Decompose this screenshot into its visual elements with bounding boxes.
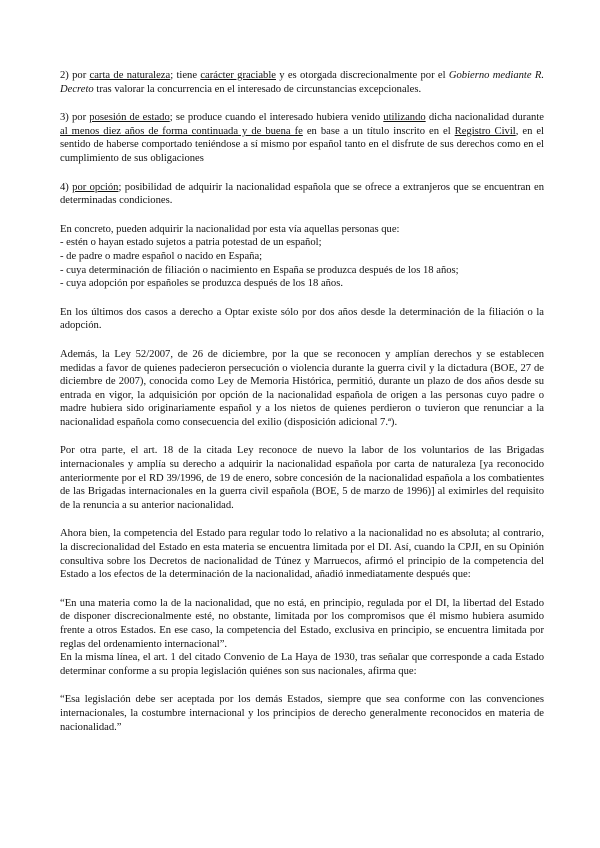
text: y es otorgada discrecionalmente por el [275, 70, 449, 81]
underlined-term: por opción [72, 181, 119, 193]
paragraph-posesion-estado [60, 111, 544, 165]
paragraph-ley-memoria-historica: Además, la Ley 52/2007, de 26 de diciembre, por la que se reconocen y amplían derechos y se establecen medidas a favor de quienes padecieron persecución o violencia durante la guerra civil y la dictadura (BOE, 27 de diciembre de 2007), conocida como Ley de Memoria Histórica, permitió, durante un plazo de dos años desde su entrada en vigor, la adquisición por opción de la nacionalidad española de origen a las personas cuyo padre o madre hubiera sido originariamente español y a los nietos de quienes perdieron o tuvieron que renunciar a la nacionalidad española como consecuencia del exilio (disposición adicional 7.ª). [60, 348, 544, 428]
paragraph-carta-naturaleza [60, 69, 544, 96]
text: dicha nacionalidad durante [425, 112, 544, 124]
underlined-term: utilizando [383, 112, 426, 124]
text: en base a un título inscrito en el [302, 125, 455, 137]
text: ; se produce cuando el interesado hubiera venido [169, 112, 384, 124]
text: , en el sentido de haberse comportado teniéndose a sí mismo por español tanto en el disfrute de sus derechos como en el cumplimiento de sus obligaciones [60, 125, 545, 164]
text: tras valorar la concurrencia en el interesado de circunstancias excepcionales. [93, 83, 422, 95]
list-intro: En concreto, pueden adquirir la nacionalidad por esta vía aquellas personas que: [60, 223, 400, 235]
italic-term: Gobierno mediante R. Decreto [60, 70, 544, 95]
paragraph-ultimos-casos: En los últimos dos casos a derecho a Optar existe sólo por dos años desde la determinación de la filiación o la adopción. [60, 306, 544, 332]
paragraph-por-opcion [60, 181, 544, 208]
text: 2) por [60, 70, 90, 81]
list-item: - cuya adopción por españoles se produzca después de los 18 años. [60, 278, 344, 290]
quote-convenio-haya: “Esa legislación debe ser aceptada por los demás Estados, siempre que sea conforme con las convenciones internacionales, la costumbre internacional y los principios de derecho generalmente reconocidos en materia de nacionalidad.” [60, 694, 544, 733]
text: 3) por [60, 112, 90, 124]
list-item: - cuya determinación de filiación o nacimiento en España se produzca después de los 18 años; [60, 264, 459, 276]
underlined-term: carta de naturaleza [89, 70, 171, 81]
underlined-term: carácter graciable [200, 70, 276, 81]
list-item: - estén o hayan estado sujetos a patria potestad de un español; [60, 237, 322, 249]
paragraph-brigadas-internacionales: Por otra parte, el art. 18 de la citada Ley reconoce de nuevo la labor de los voluntarios de las Brigadas internacionales y amplía su derecho a adquirir la nacionalidad española por carta de naturaleza [ya reconocido anteriormente por el RD 39/1996, de 19 de enero, sobre concesión de la nacionalidad española a los combatientes de las Brigadas internacionales en la guerra civil española (BOE, 5 de marzo de 1996)] al eximirles del requisito de la renuncia a su anterior nacionalidad. [60, 445, 544, 511]
quote-cpji: “En una materia como la de la nacionalidad, que no está, en principio, regulada por el DI, la libertad del Estado de disponer discrecionalmente esté, no obstante, limitada por los compromisos que él mismo hubiera asumido frente a otros Estados. En ese caso, la competencia del Estado, exclusiva en principio, se encuentra limitada por reglas del ordenamiento internacional”. [60, 597, 544, 650]
list-item: - de padre o madre español o nacido en España; [60, 250, 263, 262]
paragraph-competencia-estado: Ahora bien, la competencia del Estado para regular todo lo relativo a la nacionalidad no es absoluta; al contrario, la discrecionalidad del Estado en esta materia se encuentra limitada por el DI. Así, cuando la CPJI, en su Opinión consultiva sobre los Decretos de nacionalidad de Túnez y Marruecos, afirmó el principio de la competencia del Estado a los efectos de la determinación de la nacionalidad, añadió inmediatamente después que: [60, 528, 544, 581]
text: ; tiene [170, 70, 201, 81]
text: ; posibilidad de adquirir la nacionalidad española que se ofrece a extranjeros que se encuentran en determinadas condiciones. [60, 181, 544, 207]
underlined-term: al menos diez años de forma continuada y de buena fe [60, 125, 303, 137]
paragraph-convenio-haya: En la misma línea, el art. 1 del citado Convenio de La Haya de 1930, tras señalar que corresponde a cada Estado determinar conforme a su propia legislación quiénes son sus nacionales, afirma que: [60, 652, 544, 677]
underlined-term: Registro Civil [454, 125, 516, 137]
underlined-term: posesión de estado [89, 112, 170, 124]
text: 4) [60, 181, 73, 193]
